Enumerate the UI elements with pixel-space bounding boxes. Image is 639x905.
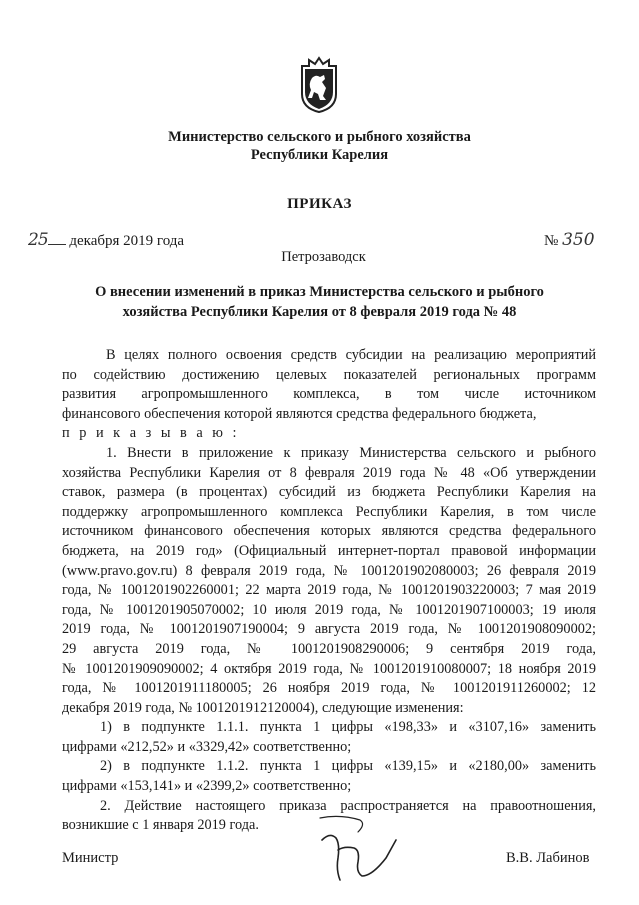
body-line: поддержку агропромышленного комплекса Республики Карелия, в том числе	[62, 503, 596, 520]
coat-of-arms-icon	[296, 56, 342, 114]
body-line: 2. Действие настоящего приказа распространяется на правоотношения,	[100, 797, 596, 814]
body-line: финансового обеспечения которой являются средства федерального бюджета,	[62, 405, 537, 422]
city-name: Петрозаводск	[281, 249, 366, 265]
body-line: 29 августа 2019 года, № 1001201908290006; 9 сентября 2019 года,	[62, 640, 596, 657]
signer-position: Министр	[62, 850, 119, 866]
body-line: 2) в подпункте 1.1.2. пункта 1 цифры «139,15» и «2180,00» заменить	[100, 758, 596, 775]
document-date	[28, 230, 184, 250]
ministry-name-line2: Республики Карелия	[250, 147, 389, 163]
body-line: по содействию достижению целевых показателей региональных программ	[62, 366, 596, 383]
handwritten-day: 25	[28, 230, 48, 250]
date-text: декабря 2019 года	[69, 233, 185, 249]
document-type: ПРИКАЗ	[287, 196, 352, 212]
body-line: бюджета, на 2019 год» (Официальный интернет-портал правовой информации	[62, 542, 596, 559]
signature-mark	[300, 810, 410, 890]
body-line: развития агропромышленного комплекса, в том числе источником	[62, 386, 596, 403]
body-line: года, № 1001201902260001; 22 марта 2019 года, № 1001201903220003; 7 мая 2019	[62, 582, 596, 599]
subject-line: О внесении изменений в приказ Министерства сельского и рыбного	[95, 284, 544, 300]
body-line: декабря 2019 года, № 1001201912120004), следующие изменения:	[62, 699, 464, 716]
body-line: цифрами «153,141» и «2399,2» соответственно;	[62, 778, 352, 795]
order-word: п р и к а з ы в а ю :	[62, 425, 240, 442]
body-line: возникшие с 1 января 2019 года.	[62, 817, 259, 834]
body-line: (www.pravo.gov.ru) 8 февраля 2019 года, № 1001201902080003; 26 февраля 2019	[62, 562, 596, 579]
handwritten-number: 350	[562, 230, 595, 250]
document-subject	[0, 282, 639, 322]
body-line: цифрами «212,52» и «3329,42» соответственно;	[62, 738, 352, 755]
ministry-name-line1: Министерство сельского и рыбного хозяйства	[168, 129, 471, 145]
body-line: № 1001201909090002; 4 октября 2019 года, № 1001201910080007; 18 ноября 2019	[62, 660, 596, 677]
body-line: 1) в подпункте 1.1.1. пункта 1 цифры «198,33» и «3107,16» заменить	[100, 719, 596, 736]
signer-name: В.В. Лабинов	[506, 850, 590, 866]
body-line: хозяйства Республики Карелия от 8 февраля 2019 года № 48 «Об утверждении	[62, 464, 596, 481]
body-line: года, № 1001201905070002; 10 июля 2019 года, № 1001201907100003; 19 июля	[62, 601, 596, 618]
body-line: источником финансового обеспечения которых являются средства федерального	[62, 523, 596, 540]
body-line: 1. Внести в приложение к приказу Министерства сельского и рыбного	[106, 444, 596, 461]
body-line: года, № 1001201911180005; 26 ноября 2019 года, № 1001201911260002; 12	[62, 680, 596, 697]
body-line: 2019 года, № 1001201907190004; 9 августа 2019 года, № 1001201908090002;	[62, 621, 596, 638]
document-body	[62, 346, 596, 836]
body-line: В целях полного освоения средств субсидии на реализацию мероприятий	[106, 347, 596, 363]
body-line: ставок, размера (в процентах) субсидий из бюджета Республики Карелия на	[62, 484, 596, 501]
number-sign: №	[544, 233, 559, 249]
document-number	[544, 230, 595, 250]
subject-line: хозяйства Республики Карелия от 8 февраля 2019 года № 48	[122, 304, 517, 320]
